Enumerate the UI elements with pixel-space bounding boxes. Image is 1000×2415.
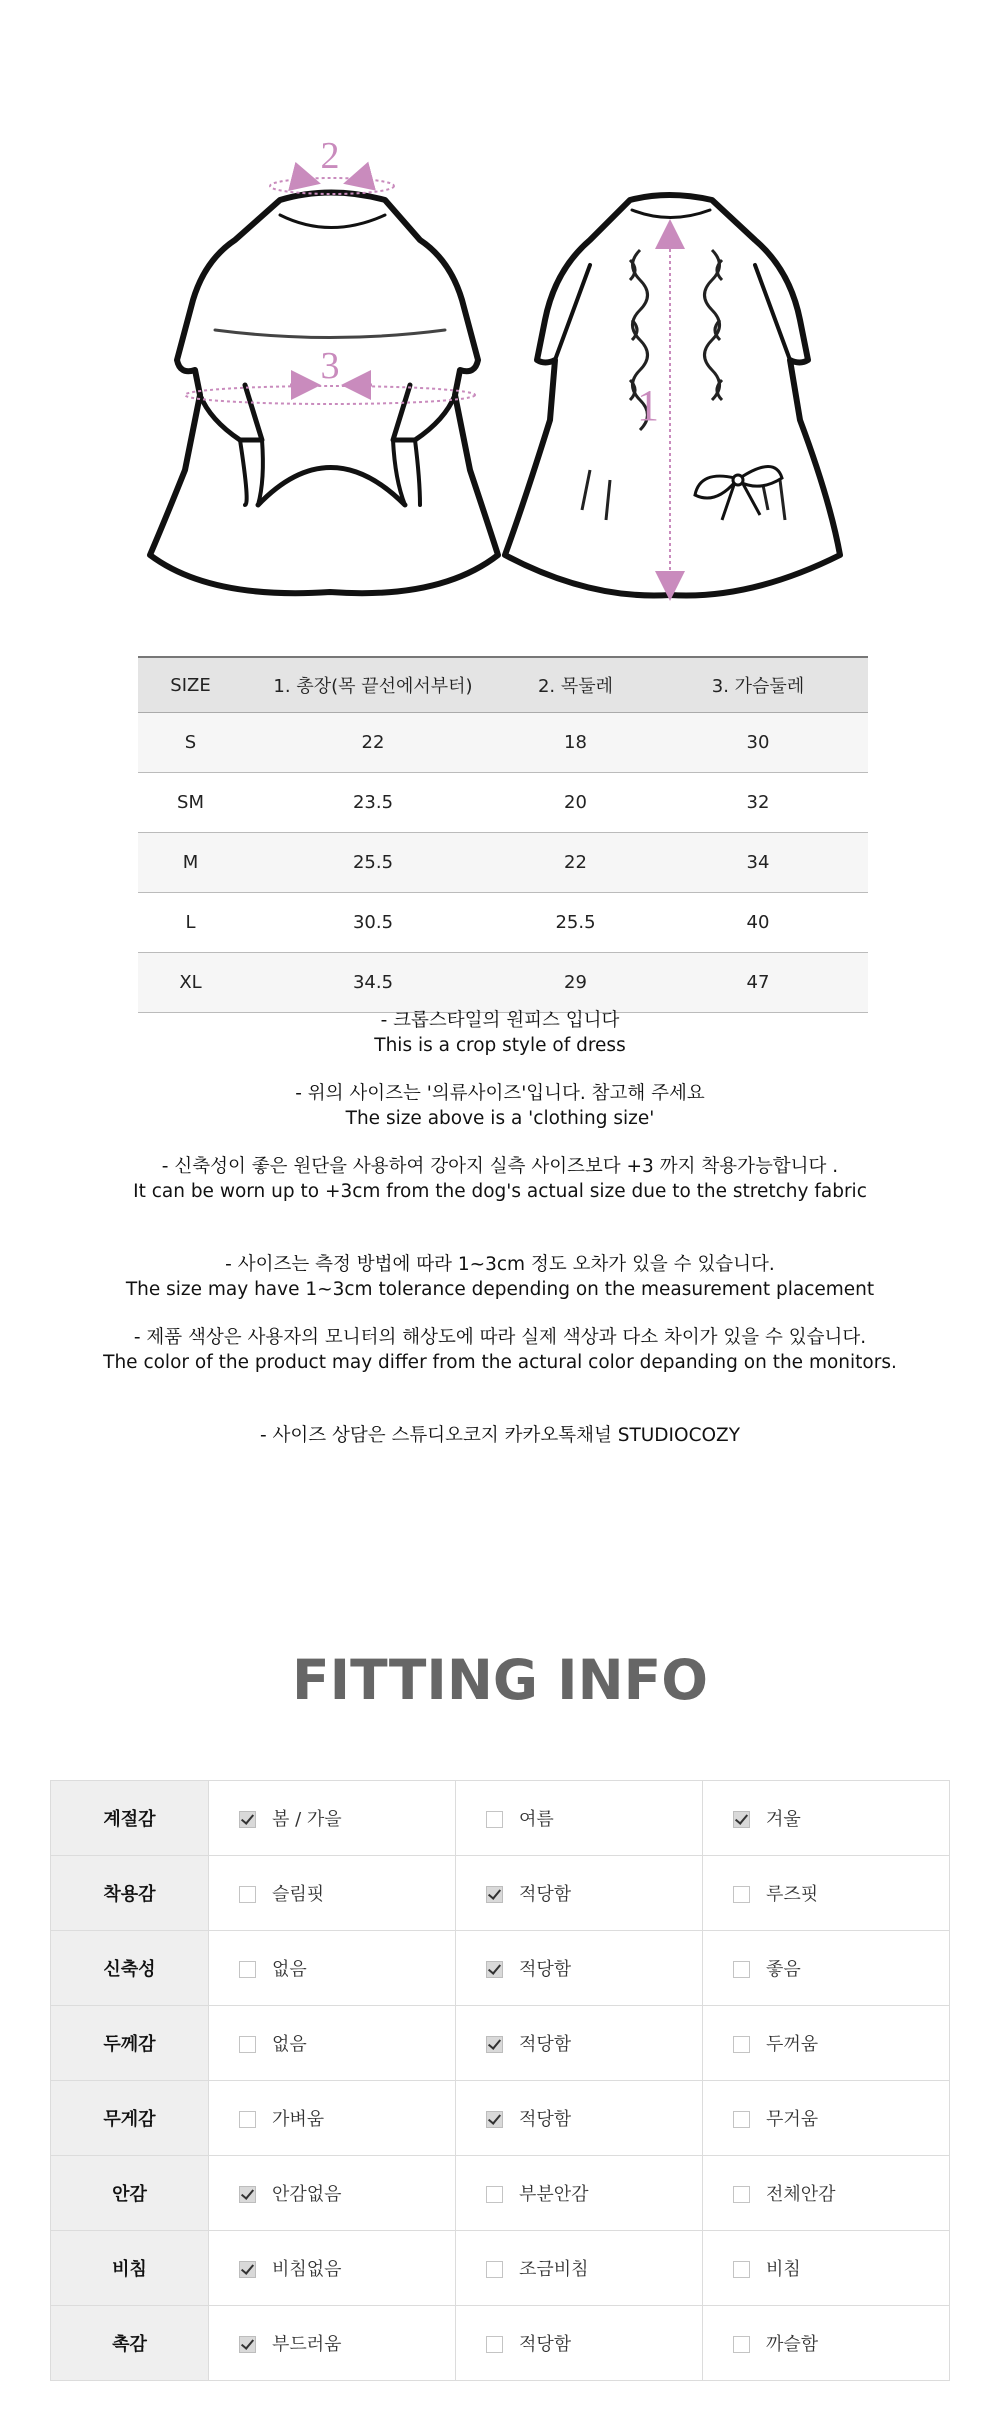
dress-back-illustration xyxy=(505,195,840,596)
checkbox-empty-icon xyxy=(733,2336,750,2353)
header-neck: 2. 목둘레 xyxy=(503,657,648,713)
measure-number-2: 2 xyxy=(320,135,340,177)
checkbox-empty-icon xyxy=(733,1961,750,1978)
neck-cell: 18 xyxy=(503,713,648,773)
size-chart-header-row xyxy=(138,657,868,713)
fitting-option-label: 봄 / 가을 xyxy=(272,1809,342,1830)
table-row xyxy=(138,893,868,953)
neck-cell: 25.5 xyxy=(503,893,648,953)
fitting-option-label: 겨울 xyxy=(766,1809,801,1830)
fitting-option-label: 슬림핏 xyxy=(272,1884,325,1905)
fitting-option-label: 없음 xyxy=(272,1959,307,1980)
product-notes xyxy=(0,1008,1000,1471)
length-cell: 23.5 xyxy=(243,773,503,833)
checkbox-empty-icon xyxy=(486,2261,503,2278)
fitting-option xyxy=(209,1856,456,1931)
fitting-row xyxy=(51,2306,950,2381)
fitting-row xyxy=(51,1931,950,2006)
fitting-row-label: 촉감 xyxy=(51,2306,209,2381)
fitting-option xyxy=(703,2081,950,2156)
fitting-option-label: 없음 xyxy=(272,2034,307,2055)
fitting-option-label: 루즈핏 xyxy=(766,1884,819,1905)
fitting-option-label: 가벼움 xyxy=(272,2109,325,2130)
fitting-option xyxy=(209,1781,456,1856)
fitting-option-label: 부분안감 xyxy=(519,2184,589,2205)
fitting-option xyxy=(703,1856,950,1931)
size-cell: M xyxy=(138,833,243,893)
fitting-option-label: 적당함 xyxy=(519,1884,572,1905)
checkbox-empty-icon xyxy=(486,2186,503,2203)
chest-cell: 32 xyxy=(648,773,868,833)
fitting-option xyxy=(209,2081,456,2156)
fitting-option-label: 전체안감 xyxy=(766,2184,836,2205)
fitting-option xyxy=(703,2156,950,2231)
fitting-option xyxy=(703,1931,950,2006)
checkbox-empty-icon xyxy=(239,1886,256,1903)
note-color-difference: - 제품 색상은 사용자의 모니터의 해상도에 따라 실제 색상과 다소 차이가 있을 수 있습니다. The color of the product may differ from the actural color depanding on the monitors. xyxy=(103,1327,897,1373)
checkbox-empty-icon xyxy=(239,2036,256,2053)
fitting-option-label: 좋음 xyxy=(766,1959,801,1980)
chest-cell: 47 xyxy=(648,953,868,1013)
length-cell: 30.5 xyxy=(243,893,503,953)
table-row xyxy=(138,953,868,1013)
size-cell: L xyxy=(138,893,243,953)
fitting-row xyxy=(51,2081,950,2156)
checkbox-empty-icon xyxy=(733,2261,750,2278)
chest-cell: 30 xyxy=(648,713,868,773)
fitting-option xyxy=(456,2081,703,2156)
length-cell: 22 xyxy=(243,713,503,773)
note-clothing-size: - 위의 사이즈는 '의류사이즈'입니다. 참고해 주세요 The size above is a 'clothing size' xyxy=(295,1083,705,1129)
neck-cell: 29 xyxy=(503,953,648,1013)
fitting-option-label: 적당함 xyxy=(519,1959,572,1980)
fitting-option-label: 부드러움 xyxy=(272,2334,342,2355)
fitting-option-label: 적당함 xyxy=(519,2109,572,2130)
fitting-option-label: 안감없음 xyxy=(272,2184,342,2205)
header-total-length: 1. 총장(목 끝선에서부터) xyxy=(243,657,503,713)
neck-cell: 20 xyxy=(503,773,648,833)
fitting-option xyxy=(209,1931,456,2006)
note-crop-style: - 크롭스타일의 원피스 입니다 This is a crop style of dress xyxy=(374,1010,626,1056)
checkbox-checked-icon xyxy=(239,2186,256,2203)
fitting-option xyxy=(456,1931,703,2006)
fitting-option xyxy=(456,2156,703,2231)
header-size: SIZE xyxy=(138,657,243,713)
fitting-option xyxy=(703,2006,950,2081)
fitting-info-title: FITTING INFO xyxy=(292,1648,708,1712)
fitting-row-label: 두께감 xyxy=(51,2006,209,2081)
fitting-option xyxy=(703,1781,950,1856)
fitting-option-label: 비침없음 xyxy=(272,2259,342,2280)
fitting-row-label: 무게감 xyxy=(51,2081,209,2156)
length-cell: 25.5 xyxy=(243,833,503,893)
fitting-option-label: 비침 xyxy=(766,2259,801,2280)
note-stretch-fabric: - 신축성이 좋은 원단을 사용하여 강아지 실측 사이즈보다 +3 까지 착용가능합니다 . It can be worn up to +3cm from the dog's actual size due to the stretchy fabric xyxy=(133,1156,867,1202)
fitting-option-label: 여름 xyxy=(519,1809,554,1830)
fitting-option xyxy=(703,2306,950,2381)
checkbox-empty-icon xyxy=(733,2036,750,2053)
fitting-option xyxy=(456,1856,703,1931)
note-tolerance: - 사이즈는 측정 방법에 따라 1~3cm 정도 오차가 있을 수 있습니다. The size may have 1~3cm tolerance depending on the measurement placement xyxy=(125,1254,875,1300)
fitting-row xyxy=(51,2156,950,2231)
fitting-option-label: 무거움 xyxy=(766,2109,819,2130)
fitting-option-label: 적당함 xyxy=(519,2034,572,2055)
size-cell: XL xyxy=(138,953,243,1013)
checkbox-empty-icon xyxy=(486,1811,503,1828)
size-chart-table xyxy=(138,656,868,1013)
fitting-option xyxy=(456,2306,703,2381)
measure-number-1: 1 xyxy=(637,381,659,430)
checkbox-empty-icon xyxy=(733,1886,750,1903)
fitting-option-label: 적당함 xyxy=(519,2334,572,2355)
checkbox-checked-icon xyxy=(733,1811,750,1828)
checkbox-checked-icon xyxy=(486,2111,503,2128)
table-row xyxy=(138,833,868,893)
fitting-row-label: 계절감 xyxy=(51,1781,209,1856)
fitting-row-label: 안감 xyxy=(51,2156,209,2231)
fitting-row xyxy=(51,1781,950,1856)
checkbox-checked-icon xyxy=(486,2036,503,2053)
dress-size-diagram xyxy=(0,0,1000,640)
dress-front-illustration xyxy=(150,193,498,594)
checkbox-empty-icon xyxy=(239,1961,256,1978)
checkbox-checked-icon xyxy=(239,1811,256,1828)
header-chest: 3. 가슴둘레 xyxy=(648,657,868,713)
size-cell: S xyxy=(138,713,243,773)
checkbox-empty-icon xyxy=(239,2111,256,2128)
fitting-row xyxy=(51,1856,950,1931)
table-row xyxy=(138,773,868,833)
fitting-option xyxy=(703,2231,950,2306)
fitting-row xyxy=(51,2006,950,2081)
fitting-option xyxy=(456,2231,703,2306)
checkbox-checked-icon xyxy=(486,1961,503,1978)
note-size-consult: - 사이즈 상담은 스튜디오코지 카카오톡채널 STUDIOCOZY xyxy=(259,1425,741,1446)
size-cell: SM xyxy=(138,773,243,833)
fitting-option-label: 두꺼움 xyxy=(766,2034,819,2055)
measure-number-3: 3 xyxy=(320,345,340,387)
table-row xyxy=(138,713,868,773)
fitting-option-label: 조금비침 xyxy=(519,2259,589,2280)
checkbox-checked-icon xyxy=(486,1886,503,1903)
checkbox-empty-icon xyxy=(733,2111,750,2128)
fitting-option xyxy=(209,2306,456,2381)
checkbox-checked-icon xyxy=(239,2261,256,2278)
fitting-option-label: 까슬함 xyxy=(766,2334,819,2355)
chest-cell: 34 xyxy=(648,833,868,893)
fitting-row-label: 비침 xyxy=(51,2231,209,2306)
fitting-option xyxy=(209,2006,456,2081)
fitting-option xyxy=(456,2006,703,2081)
fitting-info-table xyxy=(50,1780,950,2381)
chest-cell: 40 xyxy=(648,893,868,953)
checkbox-empty-icon xyxy=(733,2186,750,2203)
neck-cell: 22 xyxy=(503,833,648,893)
fitting-option xyxy=(209,2156,456,2231)
checkbox-checked-icon xyxy=(239,2336,256,2353)
length-cell: 34.5 xyxy=(243,953,503,1013)
fitting-row-label: 신축성 xyxy=(51,1931,209,2006)
fitting-option xyxy=(209,2231,456,2306)
fitting-row-label: 착용감 xyxy=(51,1856,209,1931)
fitting-option xyxy=(456,1781,703,1856)
checkbox-empty-icon xyxy=(486,2336,503,2353)
fitting-row xyxy=(51,2231,950,2306)
